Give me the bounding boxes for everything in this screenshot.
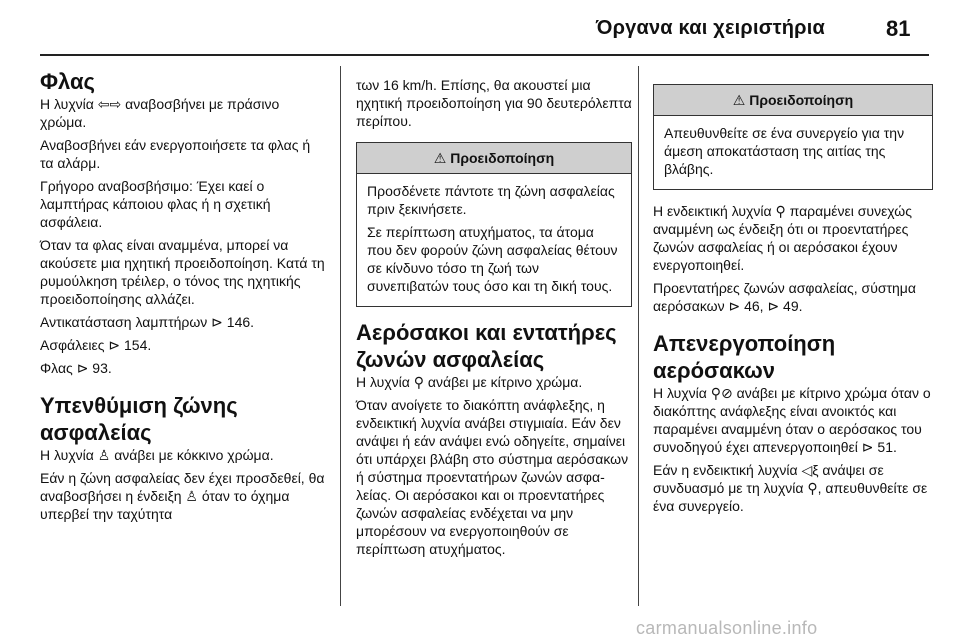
warning-body bbox=[357, 174, 631, 306]
paragraph: Εάν η ζώνη ασφαλείας δεν έχει προσδεθεί, θα αναβοσβήσει η ένδειξη ♙ όταν το όχημα υπερβεί την ταχύτητα bbox=[40, 470, 325, 522]
warning-header bbox=[654, 85, 932, 116]
title-line: ζωνών ασφαλείας bbox=[356, 347, 545, 372]
cross-reference: Φλας ⊳ 93. bbox=[40, 360, 112, 376]
column-divider-2 bbox=[638, 66, 639, 606]
cross-reference: Αντικατάσταση λαμπτήρων ⊳ 146. bbox=[40, 314, 255, 330]
watermark: carmanualsonline.info bbox=[636, 618, 818, 638]
paragraph: Γρήγορο αναβοσβήσιμο: Έχει καεί ο λαμπτήρας κάποιου φλας ή η σχετική ασφάλεια. bbox=[40, 178, 271, 230]
title-line: αερόσακων bbox=[653, 358, 775, 383]
paragraph: Η λυχνία ⚲⊘ ανάβει με κίτρινο χρώμα όταν ο διακόπτης ανάφλεξης είναι ανοικτός και παραμένει αναμμένη όταν ο αερόσακος του συνοδηγού έχει απενεργοποιηθεί ⊳ 51. bbox=[653, 385, 931, 455]
warning-header bbox=[357, 143, 631, 174]
paragraph: Εάν η ενδεικτική λυχνία ◁ξ ανάψει σε συνδυασμό με τη λυχνία ⚲, απευθυνθείτε σε ένα συνεργείο. bbox=[653, 462, 928, 514]
title-line: Αερόσακοι και εντατήρες bbox=[356, 320, 617, 345]
column-divider-1 bbox=[340, 66, 341, 606]
paragraph: Όταν τα φλας είναι αναμμένα, μπορεί να ακούσετε μια ηχητική προειδοποίηση. Κατά τη ρυμούλκηση τρέιλερ, ο τόνος της ηχητικής προειδοποίησης αλλάζει. bbox=[40, 237, 325, 307]
section-title-flash: Φλας bbox=[40, 69, 95, 94]
paragraph: Αναβοσβήνει εάν ενεργοποιήσετε τα φλας ή τα αλάρμ. bbox=[40, 137, 311, 171]
header-rule bbox=[40, 54, 929, 56]
warning-title: Προειδοποίηση bbox=[749, 92, 854, 108]
section-title-airbags bbox=[356, 319, 632, 373]
warning-title: Προειδοποίηση bbox=[450, 150, 555, 166]
page-header-title: Όργανα και χειριστήρια bbox=[595, 17, 825, 39]
section-title-airbag-deactivation bbox=[653, 330, 933, 384]
column-1 bbox=[40, 68, 326, 528]
paragraph: Σε περίπτωση ατυχήματος, τα άτομα που δεν φορούν ζώνη ασφαλείας θέτουν σε κίνδυνο τόσο τη ζωή των συνεπιβατών τους όσο και τη δική τους. bbox=[367, 224, 618, 294]
warning-triangle-icon: ⚠ bbox=[433, 150, 447, 166]
paragraph: των 16 km/h. Επίσης, θα ακουστεί μια ηχητική προειδοποίηση για 90 δευτερόλεπτα περίπου. bbox=[356, 77, 632, 129]
cross-reference: Ασφάλειες ⊳ 154. bbox=[40, 337, 152, 353]
warning-body bbox=[654, 116, 932, 189]
section-title-seatbelt bbox=[40, 392, 326, 446]
paragraph: Η λυχνία ♙ ανάβει με κόκκινο χρώμα. bbox=[40, 447, 274, 463]
title-line: Υπενθύμιση ζώνης bbox=[40, 393, 238, 418]
cross-reference: Προεντατήρες ζωνών ασφαλείας, σύστημα αερόσακων ⊳ 46, ⊳ 49. bbox=[653, 280, 916, 314]
paragraph: Απευθυνθείτε σε ένα συνεργείο για την άμεση αποκατάσταση της αιτίας της βλάβης. bbox=[664, 125, 905, 177]
paragraph: Προσδένετε πάντοτε τη ζώνη ασφαλείας πριν ξεκινήσετε. bbox=[367, 183, 615, 217]
warning-triangle-icon: ⚠ bbox=[732, 92, 746, 108]
page-number: 81 bbox=[886, 16, 911, 41]
column-2 bbox=[356, 76, 632, 563]
paragraph: Όταν ανοίγετε το διακόπτη ανάφλεξης, η ενδεικτική λυχνία ανάβει στιγμιαία. Εάν δεν ανάψει ή εάν ανάψει ενώ οδηγείτε, σημαίνει ότι υπάρχει βλάβη στο σύστημα αερόσακων ή σύστημα προεντατήρων ζωνών ασφαλείας. Οι αερόσακοι και οι προεντατήρες ζωνών ασφαλείας ενδέχεται να μην μπορέσουν να ενεργοποιηθούν σε περίπτωση ατυχήματος. bbox=[356, 397, 629, 557]
warning-box bbox=[356, 142, 632, 307]
paragraph: Η λυχνία ⚲ ανάβει με κίτρινο χρώμα. bbox=[356, 374, 583, 390]
title-line: Απενεργοποίηση bbox=[653, 331, 836, 356]
column-3 bbox=[653, 76, 933, 520]
warning-box bbox=[653, 84, 933, 190]
title-line: ασφαλείας bbox=[40, 420, 152, 445]
paragraph: Η λυχνία ⇦⇨ αναβοσβήνει με πράσινο χρώμα. bbox=[40, 96, 280, 130]
paragraph: Η ενδεικτική λυχνία ⚲ παραμένει συνεχώς αναμμένη ως ένδειξη ότι οι προεντατήρες ζωνών ασφαλείας ή οι αερόσακοι έχουν ενεργοποιηθεί. bbox=[653, 203, 912, 273]
